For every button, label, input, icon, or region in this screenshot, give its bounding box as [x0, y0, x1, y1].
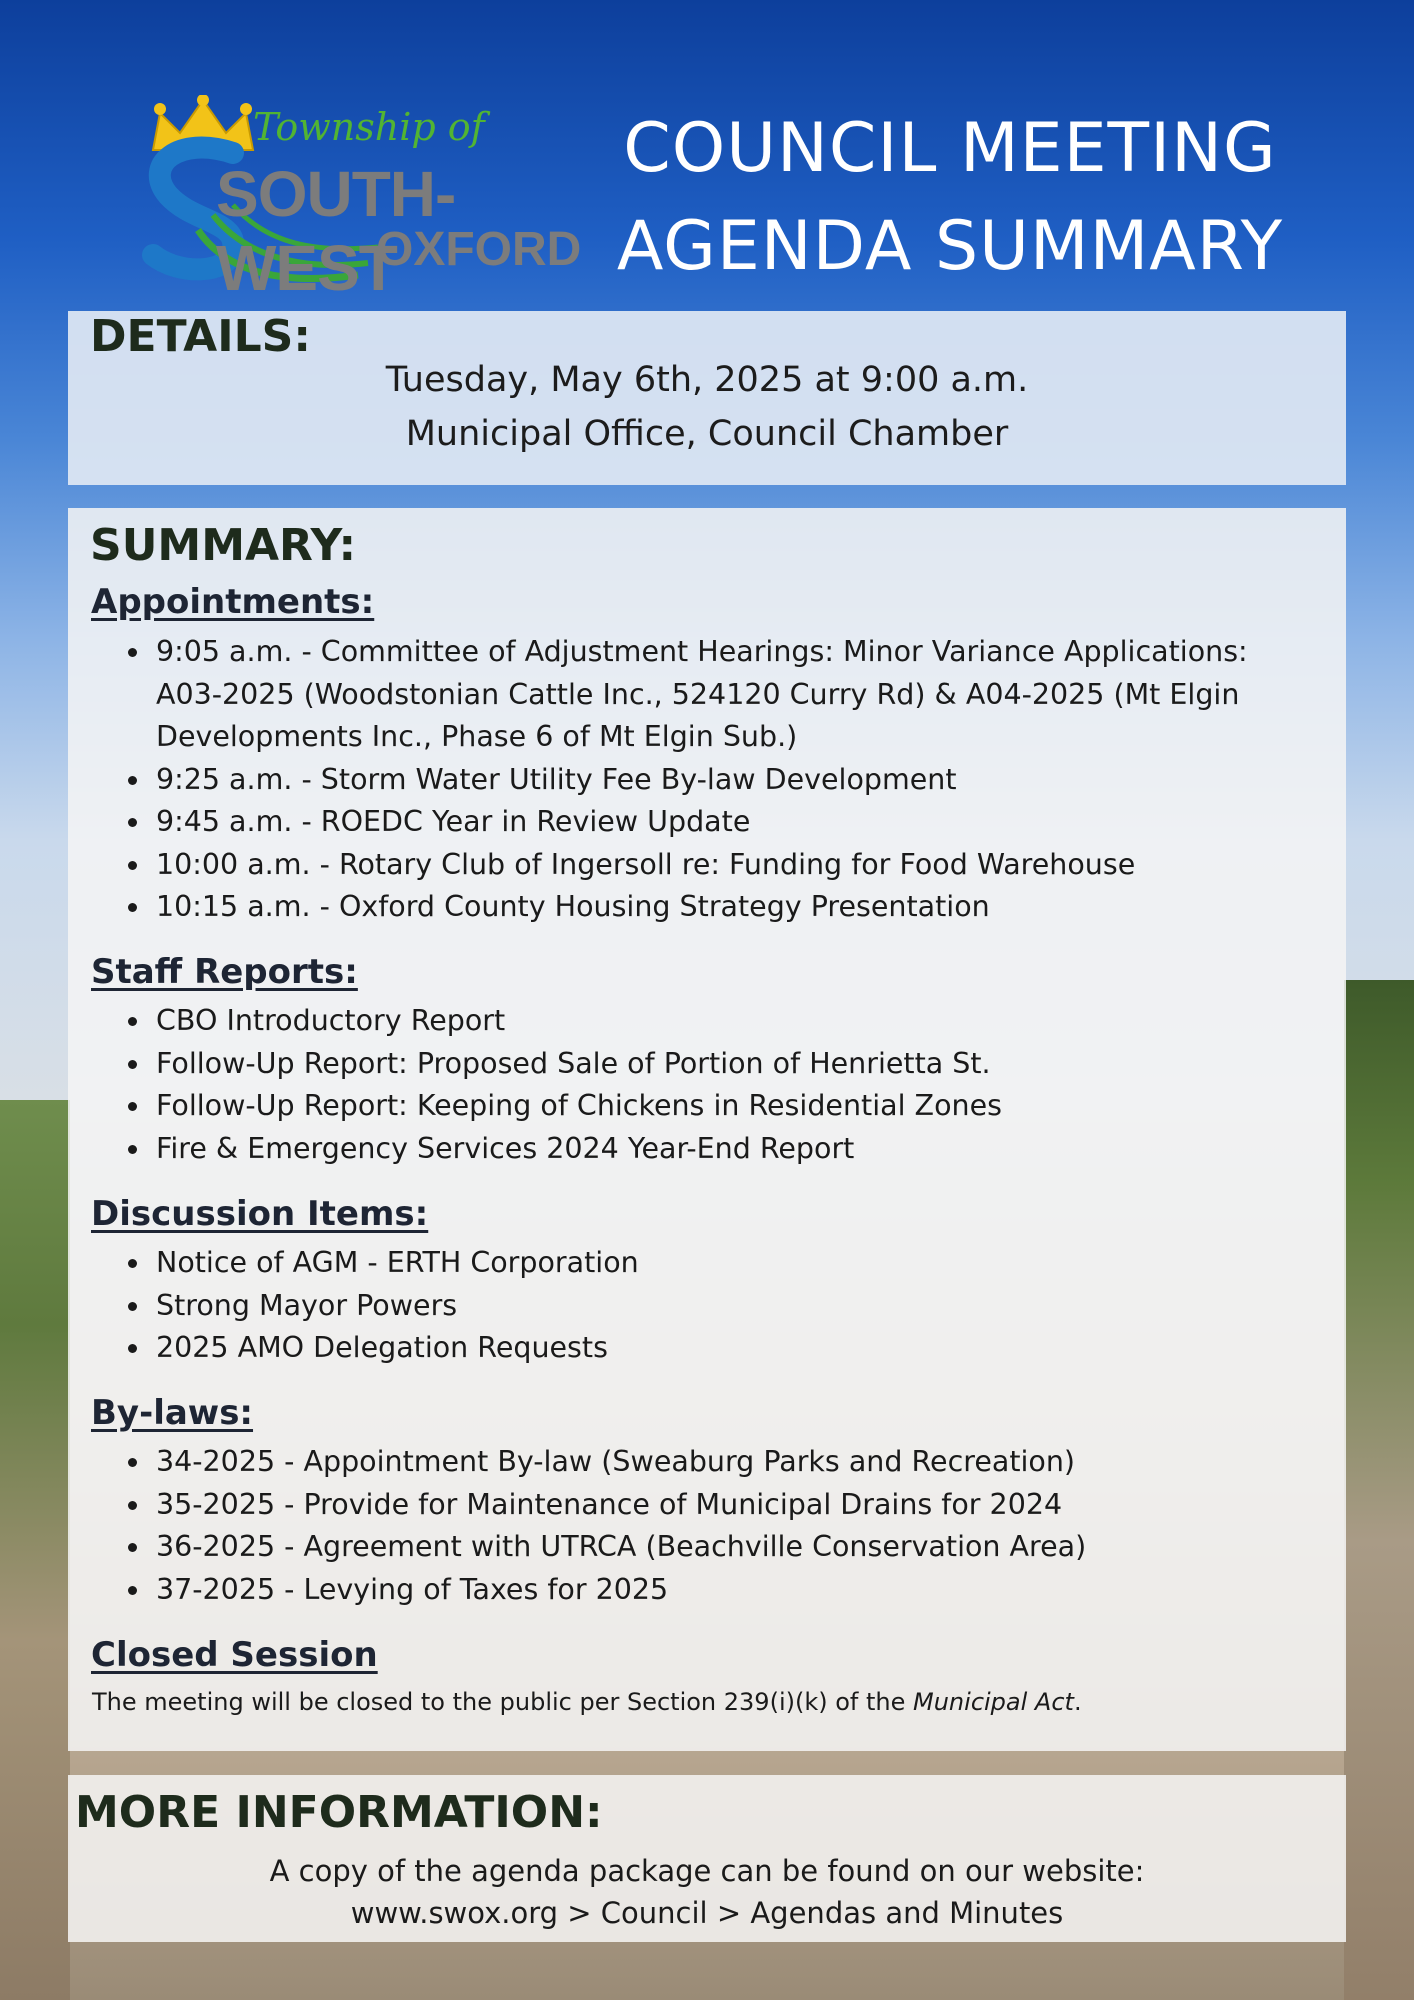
discussion-items-title: Discussion Items:: [91, 1194, 429, 1234]
list-item: • 9:25 a.m. - Storm Water Utility Fee By-law Development: [152, 759, 1312, 802]
meeting-location: Municipal Office, Council Chamber: [405, 414, 1009, 454]
summary-heading: SUMMARY:: [90, 520, 357, 571]
list-item: • CBO Introductory Report: [152, 1000, 1312, 1043]
list-item: • 9:45 a.m. - ROEDC Year in Review Update: [152, 801, 1312, 844]
summary-panel: [68, 508, 1346, 1751]
list-item: • 37-2025 - Levying of Taxes for 2025: [152, 1569, 1312, 1612]
details-heading: DETAILS:: [90, 311, 311, 362]
more-info-panel: [68, 1775, 1346, 1942]
closed-note-text: The meeting will be closed to the public per Section 239(i)(k) of the: [92, 1688, 914, 1716]
list-item: • Strong Mayor Powers: [152, 1285, 1312, 1328]
page-title: [600, 100, 1300, 296]
roadside-grass-left: [0, 1100, 70, 2000]
list-item: • 10:00 a.m. - Rotary Club of Ingersoll re: Funding for Food Warehouse: [152, 844, 1312, 887]
list-item: • 36-2025 - Agreement with UTRCA (Beachville Conservation Area): [152, 1526, 1312, 1569]
more-info-text: [68, 1850, 1346, 1934]
municipal-act-text: Municipal Act: [913, 1688, 1074, 1716]
logo-township-of: Township of: [253, 105, 485, 149]
appointments-title: Appointments:: [91, 582, 375, 622]
details-panel: [68, 311, 1346, 485]
list-item: • 10:15 a.m. - Oxford County Housing Strategy Presentation: [152, 886, 1312, 929]
website-link[interactable]: www.swox.org > Council > Agendas and Minutes: [350, 1896, 1064, 1930]
logo-south-west: SOUTH-WEST: [216, 158, 456, 304]
title-line-1: COUNCIL MEETING: [623, 109, 1277, 188]
list-item: • 2025 AMO Delegation Requests: [152, 1327, 1312, 1370]
logo-oxford: OXFORD: [376, 223, 582, 276]
appointments-list: [126, 631, 1312, 929]
closed-session-note: [92, 1688, 1082, 1716]
list-item: • Notice of AGM - ERTH Corporation: [152, 1242, 1312, 1285]
more-info-heading: MORE INFORMATION:: [75, 1787, 603, 1838]
list-item: • Follow-Up Report: Proposed Sale of Portion of Henrietta St.: [152, 1043, 1312, 1086]
more-info-line-1: A copy of the agenda package can be found on our website:: [269, 1854, 1145, 1888]
closed-session-title: Closed Session: [91, 1635, 378, 1675]
list-item: • Fire & Emergency Services 2024 Year-End Report: [152, 1128, 1312, 1171]
township-logo: [138, 95, 582, 304]
list-item: • Follow-Up Report: Keeping of Chickens in Residential Zones: [152, 1085, 1312, 1128]
bylaws-title: By-laws:: [91, 1393, 254, 1433]
list-item: • 34-2025 - Appointment By-law (Sweaburg Parks and Recreation): [152, 1441, 1312, 1484]
list-item: • 9:05 a.m. - Committee of Adjustment Hearings: Minor Variance Applications: A03-2025 (Woodstonian Cattle Inc., 524120 Curry Rd) & A04-2025 (Mt Elgin Developments Inc., Phase 6 of Mt Elgin Sub.): [152, 631, 1312, 759]
header: [0, 0, 1414, 304]
closed-note-period: .: [1073, 1688, 1082, 1716]
meeting-date: Tuesday, May 6th, 2025 at 9:00 a.m.: [385, 360, 1029, 400]
roadside-field-right: [1344, 980, 1414, 2000]
details-text: [68, 353, 1346, 461]
discussion-items-list: [126, 1242, 1312, 1370]
staff-reports-title: Staff Reports:: [91, 952, 358, 992]
list-item: • 35-2025 - Provide for Maintenance of Municipal Drains for 2024: [152, 1484, 1312, 1527]
bylaws-list: [126, 1441, 1312, 1611]
staff-reports-list: [126, 1000, 1312, 1170]
title-line-2: AGENDA SUMMARY: [616, 207, 1284, 286]
